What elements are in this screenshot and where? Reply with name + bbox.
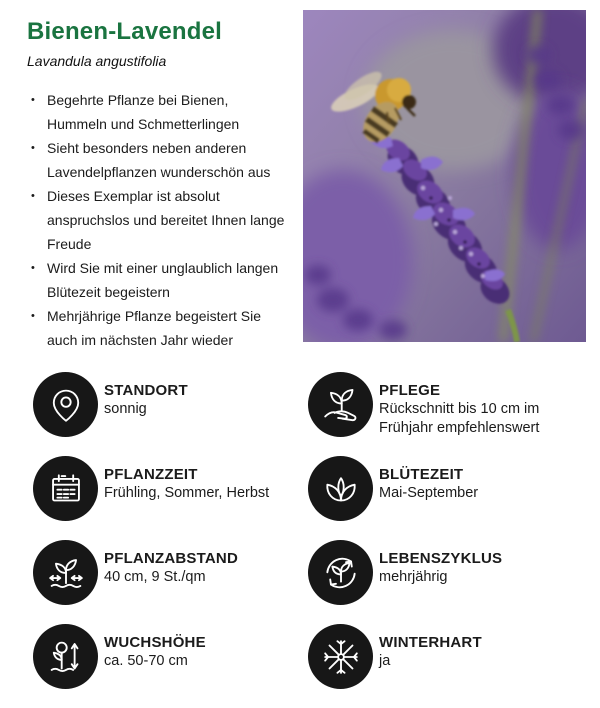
plant-attribute-grid	[33, 372, 589, 708]
attribute-value: ca. 50-70 cm	[104, 653, 188, 669]
bullet-item: • Begehrte Pflanze bei Bienen, Hummeln und Schmetterlingen	[27, 88, 289, 136]
lavender-bee-photo	[303, 10, 586, 342]
attribute-value: mehrjährig	[379, 569, 448, 585]
plant-height-icon	[33, 624, 98, 689]
location-pin-icon	[33, 372, 98, 437]
attribute-wuchshoehe	[33, 624, 308, 708]
attribute-pflanzabstand	[33, 540, 308, 624]
attribute-label: PFLEGE	[379, 382, 441, 399]
attribute-label: BLÜTEZEIT	[379, 466, 464, 483]
page-title: Bienen-Lavendel	[27, 18, 223, 45]
bullet-item: • Sieht besonders neben anderen Lavendelpflanzen wunderschön aus	[27, 136, 289, 184]
attribute-label: WUCHSHÖHE	[104, 634, 206, 651]
attribute-standort	[33, 372, 308, 456]
attribute-lebenszyklus	[308, 540, 589, 624]
life-cycle-icon	[308, 540, 373, 605]
bullet-item: • Wird Sie mit einer unglaublich langen Blütezeit begeistern	[27, 256, 289, 304]
calendar-icon	[33, 456, 98, 521]
attribute-label: WINTERHART	[379, 634, 482, 651]
attribute-label: PFLANZZEIT	[104, 466, 198, 483]
attribute-value: ja	[379, 653, 391, 669]
bullet-item: • Mehrjährige Pflanze begeistert Sie auch im nächsten Jahr wieder	[27, 304, 289, 352]
attribute-label: LEBENSZYKLUS	[379, 550, 503, 567]
attribute-label: PFLANZABSTAND	[104, 550, 238, 567]
attribute-pflanzzeit	[33, 456, 308, 540]
attribute-pflege	[308, 372, 589, 456]
attribute-label: STANDORT	[104, 382, 188, 399]
attribute-value: Rückschnitt bis 10 cm im Frühjahr empfehlenswert	[379, 401, 540, 436]
plant-spacing-icon	[33, 540, 98, 605]
botanical-name: Lavandula angustifolia	[27, 53, 167, 69]
attribute-value: Frühling, Sommer, Herbst	[104, 485, 270, 501]
attribute-winterhart	[308, 624, 589, 708]
feature-bullet-list	[27, 88, 289, 352]
snowflake-icon	[308, 624, 373, 689]
flower-icon	[308, 456, 373, 521]
attribute-bluetezeit	[308, 456, 589, 540]
attribute-value: sonnig	[104, 401, 147, 417]
attribute-value: Mai-September	[379, 485, 479, 501]
bullet-item: • Dieses Exemplar ist absolut anspruchslos und bereitet Ihnen lange Freude	[27, 184, 289, 256]
hand-plant-icon	[308, 372, 373, 437]
attribute-value: 40 cm, 9 St./qm	[104, 569, 206, 585]
